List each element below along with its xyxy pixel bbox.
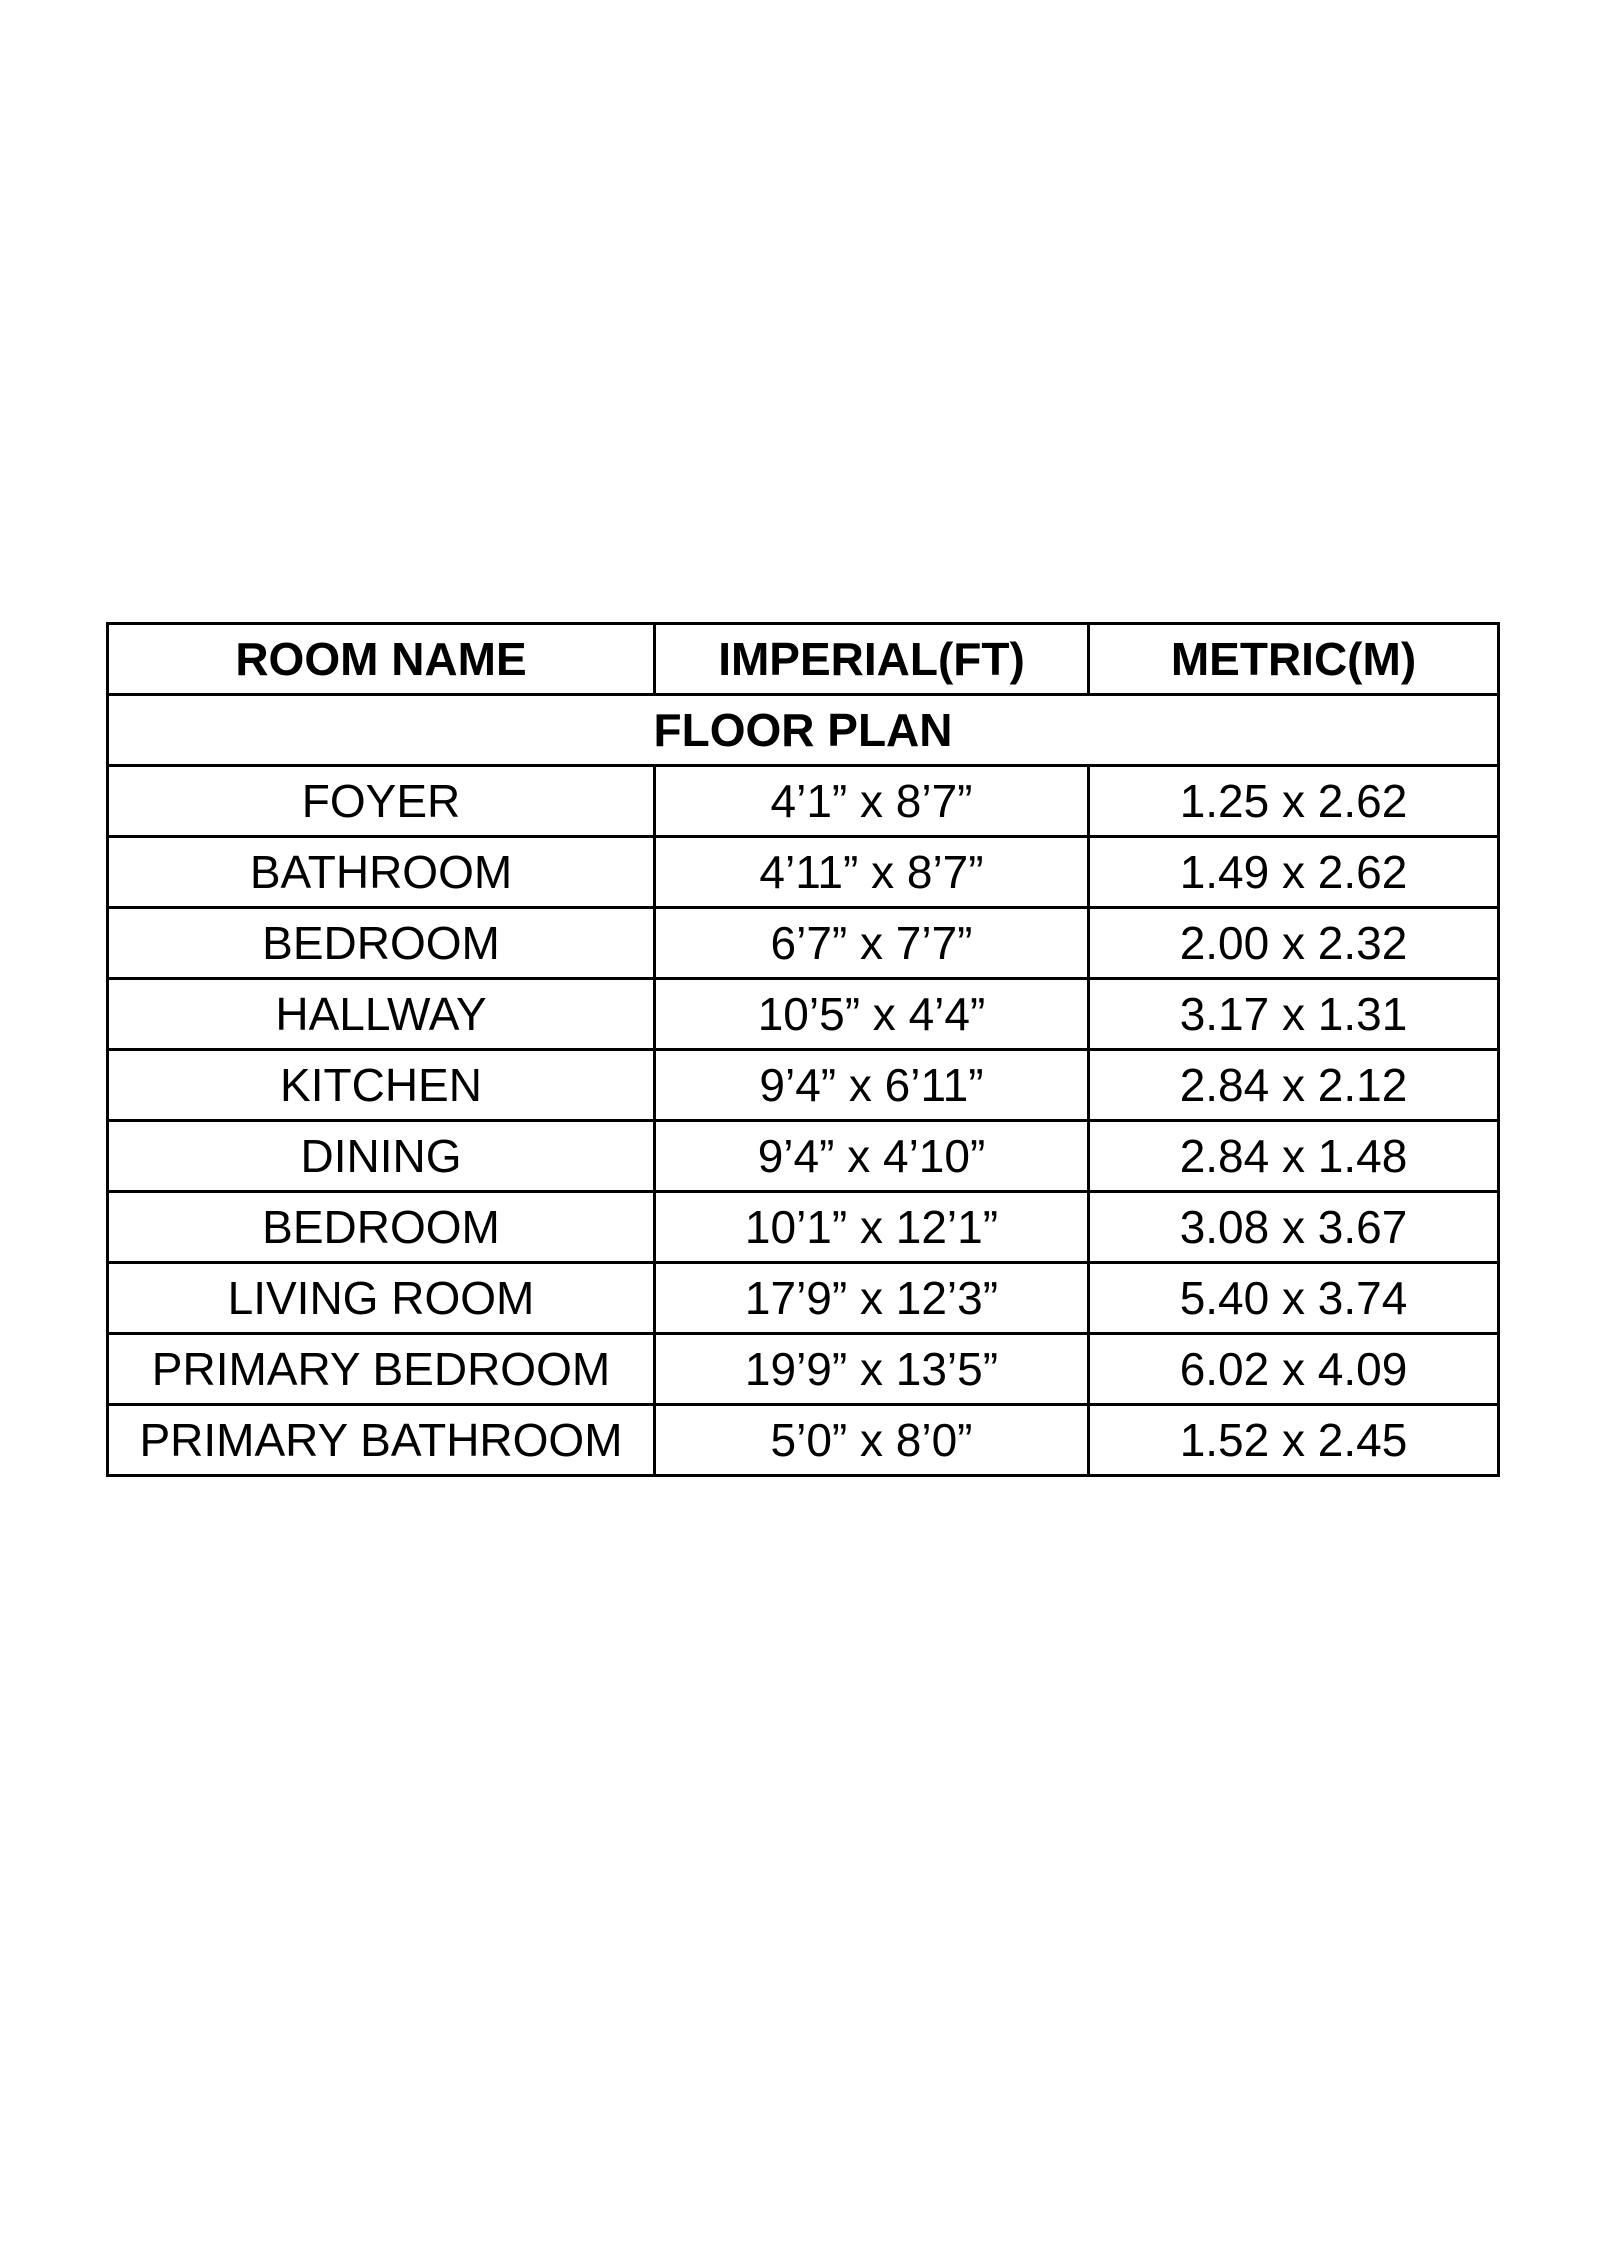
metric-cell: 6.02 x 4.09 bbox=[1089, 1334, 1499, 1405]
room-name-cell: BEDROOM bbox=[108, 1192, 655, 1263]
table-row bbox=[108, 766, 1499, 837]
table-row bbox=[108, 908, 1499, 979]
room-name-cell: LIVING ROOM bbox=[108, 1263, 655, 1334]
imperial-cell: 5’0” x 8’0” bbox=[655, 1405, 1089, 1476]
header-metric: METRIC(M) bbox=[1089, 624, 1499, 695]
room-dimensions-table bbox=[106, 622, 1500, 1477]
metric-cell: 2.00 x 2.32 bbox=[1089, 908, 1499, 979]
table-row bbox=[108, 1334, 1499, 1405]
room-name-cell: BATHROOM bbox=[108, 837, 655, 908]
metric-cell: 1.25 x 2.62 bbox=[1089, 766, 1499, 837]
imperial-cell: 6’7” x 7’7” bbox=[655, 908, 1089, 979]
table-row bbox=[108, 837, 1499, 908]
metric-cell: 1.49 x 2.62 bbox=[1089, 837, 1499, 908]
section-title: FLOOR PLAN bbox=[108, 695, 1499, 766]
metric-cell: 3.08 x 3.67 bbox=[1089, 1192, 1499, 1263]
metric-cell: 5.40 x 3.74 bbox=[1089, 1263, 1499, 1334]
metric-cell: 2.84 x 1.48 bbox=[1089, 1121, 1499, 1192]
imperial-cell: 19’9” x 13’5” bbox=[655, 1334, 1089, 1405]
imperial-cell: 9’4” x 4’10” bbox=[655, 1121, 1089, 1192]
table-row bbox=[108, 1050, 1499, 1121]
header-room-name: ROOM NAME bbox=[108, 624, 655, 695]
metric-cell: 2.84 x 2.12 bbox=[1089, 1050, 1499, 1121]
table-row bbox=[108, 1121, 1499, 1192]
room-name-cell: BEDROOM bbox=[108, 908, 655, 979]
table-row bbox=[108, 1405, 1499, 1476]
room-name-cell: DINING bbox=[108, 1121, 655, 1192]
metric-cell: 3.17 x 1.31 bbox=[1089, 979, 1499, 1050]
imperial-cell: 4’11” x 8’7” bbox=[655, 837, 1089, 908]
section-row bbox=[108, 695, 1499, 766]
imperial-cell: 17’9” x 12’3” bbox=[655, 1263, 1089, 1334]
imperial-cell: 10’1” x 12’1” bbox=[655, 1192, 1089, 1263]
imperial-cell: 4’1” x 8’7” bbox=[655, 766, 1089, 837]
table-row bbox=[108, 1192, 1499, 1263]
imperial-cell: 10’5” x 4’4” bbox=[655, 979, 1089, 1050]
room-name-cell: FOYER bbox=[108, 766, 655, 837]
table-row bbox=[108, 1263, 1499, 1334]
room-name-cell: KITCHEN bbox=[108, 1050, 655, 1121]
room-name-cell: PRIMARY BEDROOM bbox=[108, 1334, 655, 1405]
table-header-row bbox=[108, 624, 1499, 695]
room-name-cell: PRIMARY BATHROOM bbox=[108, 1405, 655, 1476]
imperial-cell: 9’4” x 6’11” bbox=[655, 1050, 1089, 1121]
table-row bbox=[108, 979, 1499, 1050]
room-name-cell: HALLWAY bbox=[108, 979, 655, 1050]
header-imperial: IMPERIAL(FT) bbox=[655, 624, 1089, 695]
metric-cell: 1.52 x 2.45 bbox=[1089, 1405, 1499, 1476]
